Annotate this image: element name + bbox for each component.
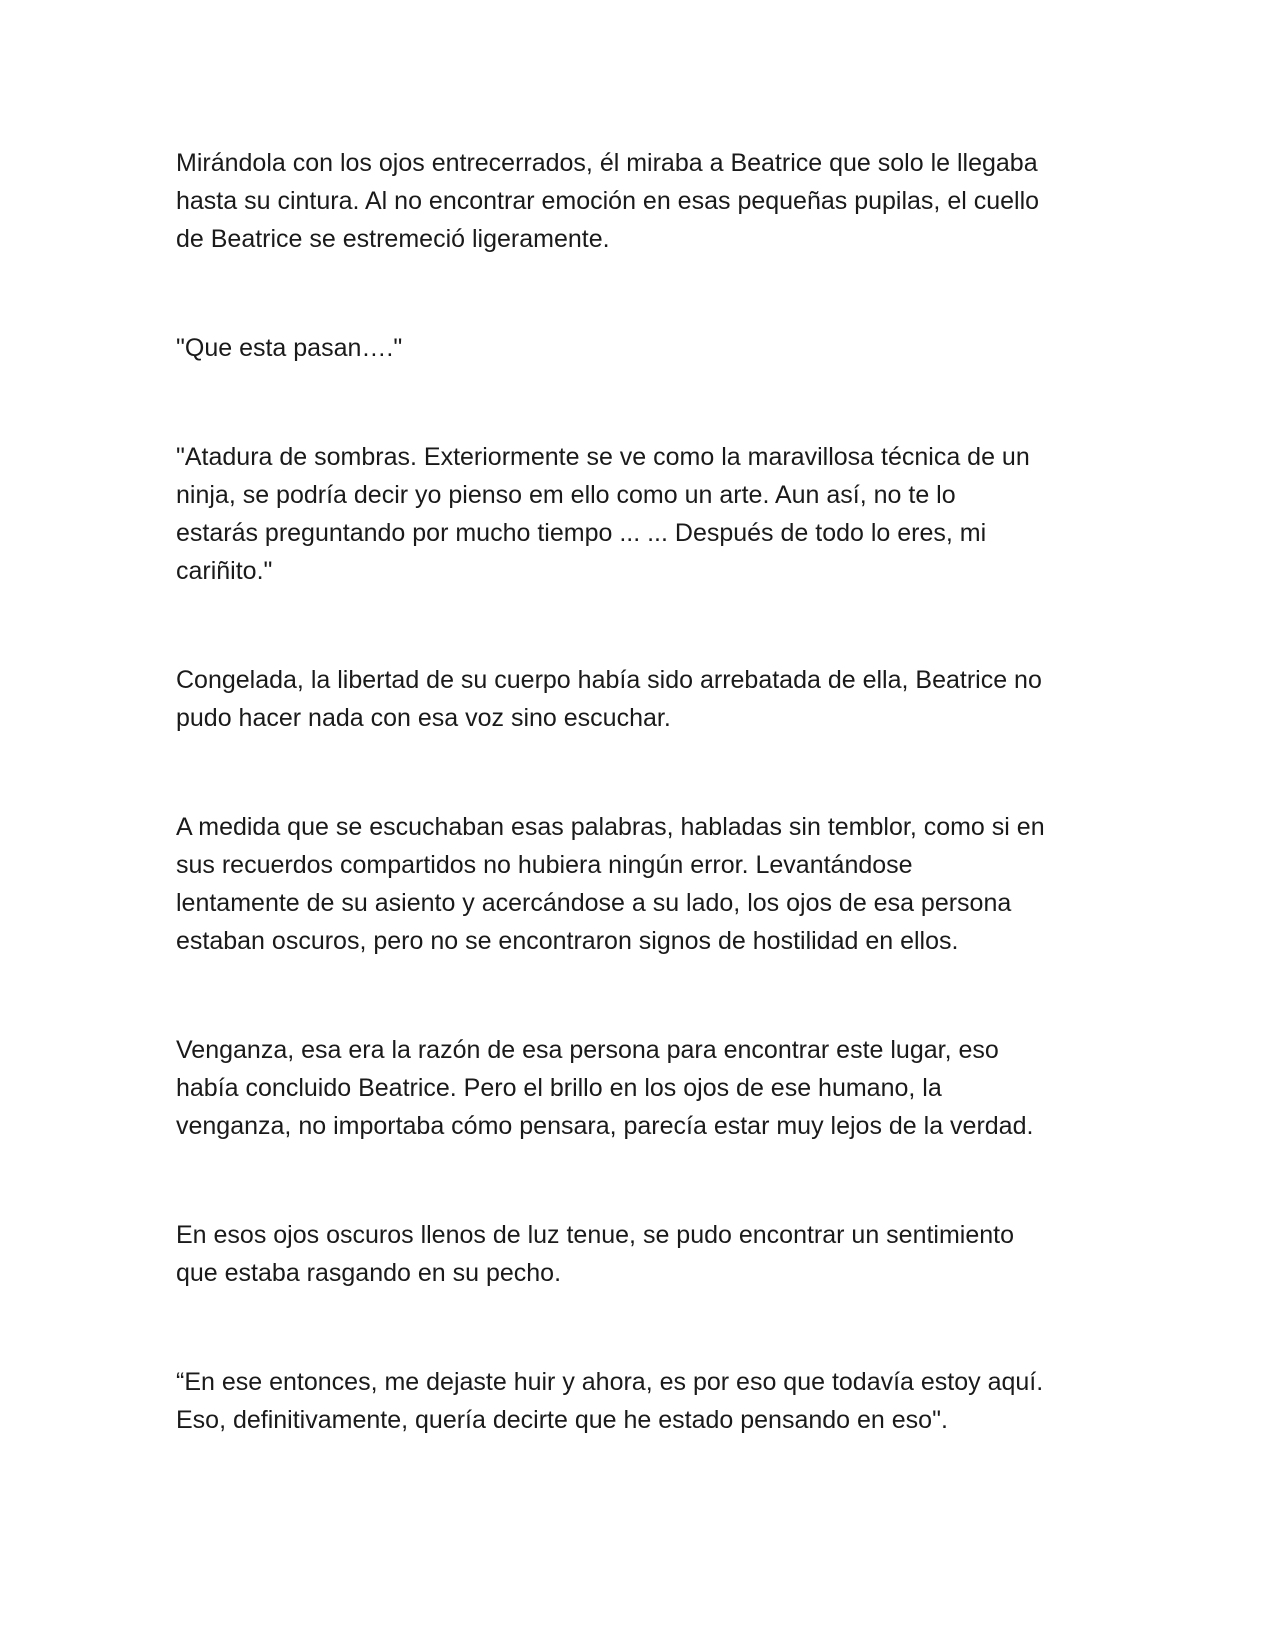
paragraph-line: "Atadura de sombras. Exteriormente se ve como la maravillosa técnica de un: [176, 443, 1030, 471]
paragraph-line: estaban oscuros, pero no se encontraron signos de hostilidad en ellos.: [176, 927, 959, 955]
paragraph-3: [176, 438, 1106, 590]
paragraph-line: lentamente de su asiento y acercándose a su lado, los ojos de esa persona: [176, 889, 1012, 917]
paragraph-line: hasta su cintura. Al no encontrar emoción en esas pequeñas pupilas, el cuello: [176, 187, 1040, 215]
paragraph-line: En esos ojos oscuros llenos de luz tenue, se pudo encontrar un sentimiento: [176, 1221, 1015, 1249]
paragraph-line: sus recuerdos compartidos no hubiera ningún error. Levantándose: [176, 851, 913, 879]
paragraph-1: [176, 144, 1106, 258]
paragraph-line: A medida que se escuchaban esas palabras, habladas sin temblor, como si en: [176, 813, 1045, 841]
paragraph-line: "Que esta pasan….": [176, 334, 403, 362]
paragraph-line: ninja, se podría decir yo pienso em ello como un arte. Aun así, no te lo: [176, 481, 956, 509]
paragraph-2: [176, 329, 1106, 367]
paragraph-4: [176, 661, 1106, 737]
paragraph-6: [176, 1031, 1106, 1145]
paragraph-5: [176, 808, 1106, 960]
paragraph-line: estarás preguntando por mucho tiempo ... ... Después de todo lo eres, mi: [176, 519, 987, 547]
paragraph-line: que estaba rasgando en su pecho.: [176, 1259, 562, 1287]
paragraph-8: [176, 1363, 1106, 1439]
paragraph-line: Eso, definitivamente, quería decirte que he estado pensando en eso".: [176, 1406, 948, 1434]
paragraph-line: Venganza, esa era la razón de esa persona para encontrar este lugar, eso: [176, 1036, 999, 1064]
paragraph-line: venganza, no importaba cómo pensara, parecía estar muy lejos de la verdad.: [176, 1112, 1034, 1140]
paragraph-line: Congelada, la libertad de su cuerpo había sido arrebatada de ella, Beatrice no: [176, 666, 1042, 694]
paragraph-line: pudo hacer nada con esa voz sino escuchar.: [176, 704, 671, 732]
paragraph-line: cariñito.": [176, 557, 273, 585]
paragraph-line: Mirándola con los ojos entrecerrados, él miraba a Beatrice que solo le llegaba: [176, 149, 1038, 177]
paragraph-line: había concluido Beatrice. Pero el brillo en los ojos de ese humano, la: [176, 1074, 942, 1102]
paragraph-line: “En ese entonces, me dejaste huir y ahora, es por eso que todavía estoy aquí.: [176, 1368, 1044, 1396]
paragraph-line: de Beatrice se estremeció ligeramente.: [176, 225, 610, 253]
paragraph-7: [176, 1216, 1106, 1292]
document-body: [176, 144, 1106, 1439]
